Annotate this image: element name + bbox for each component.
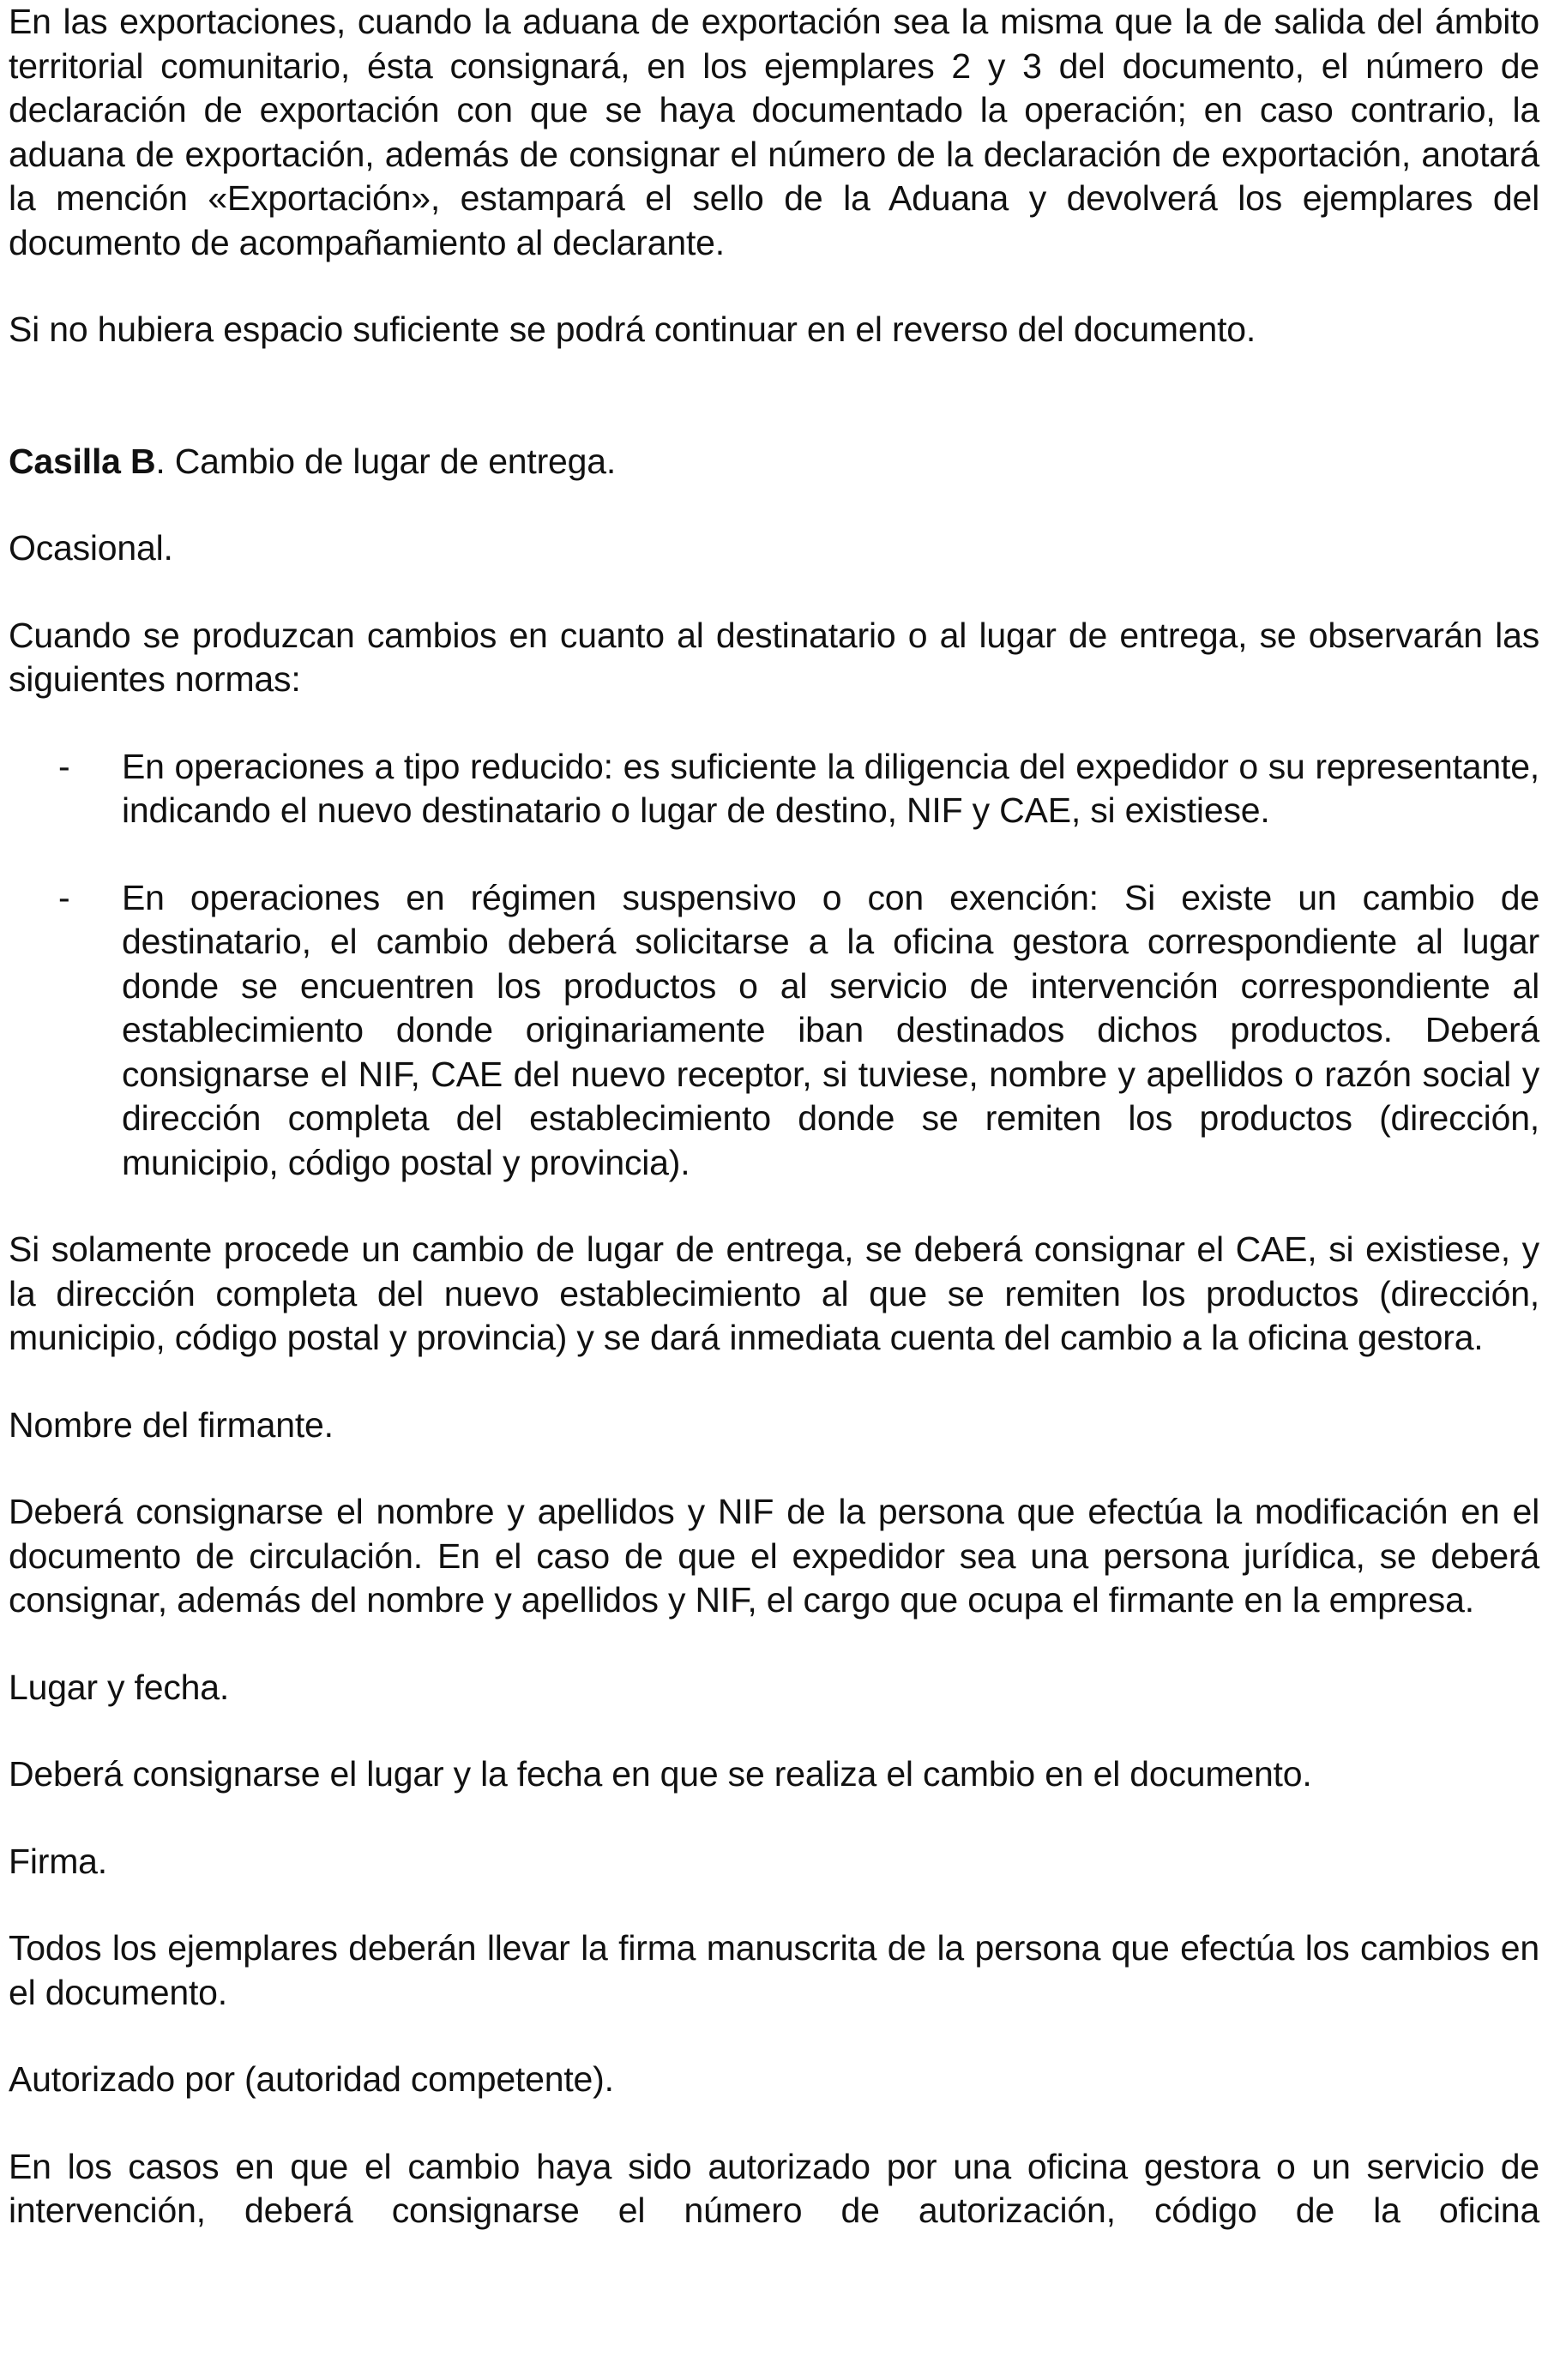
paragraph-normas: Cuando se produzcan cambios en cuanto al destinatario o al lugar de entrega, se observarán las siguientes normas: xyxy=(9,615,1539,699)
subheading-nombre-firmante: Nombre del firmante. xyxy=(9,1404,334,1445)
paragraph-exportaciones: En las exportaciones, cuando la aduana de exportación sea la misma que la de salida del ámbito territorial comunitario, ésta consignará, en los ejemplares 2 y 3 del documento, el número de declaración de exportación con que se haya documentado la operación; en caso contrario, la aduana de exportación, además de consignar el número de la declaración de exportación, anotará la mención «Exportación», estampará el sello de la Aduana y devolverá los ejemplares del documento de acompañamiento al declarante. xyxy=(9,2,1539,262)
section-heading-casilla-b xyxy=(9,440,1539,484)
paragraph-lugar-fecha: Deberá consignarse el lugar y la fecha en que se realiza el cambio en el documento. xyxy=(9,1754,1312,1794)
list-item-text: En operaciones a tipo reducido: es suficiente la diligencia del expedidor o su representante, indicando el nuevo destinatario o lugar de destino, NIF y CAE, si existiese. xyxy=(122,746,1539,830)
casilla-label: Casilla B xyxy=(9,441,156,481)
list-item-regimen-suspensivo xyxy=(9,876,1539,1186)
subheading-lugar-fecha: Lugar y fecha. xyxy=(9,1667,230,1707)
document-page xyxy=(9,0,1539,2233)
list-dash: - xyxy=(58,746,70,786)
paragraph-firmante: Deberá consignarse el nombre y apellidos y NIF de la persona que efectúa la modificación en el documento de circulación. En el caso de que el expedidor sea una persona jurídica, se deberá consignar, además del nombre y apellidos y NIF, el cargo que ocupa el firmante en la empresa. xyxy=(9,1492,1539,1620)
paragraph-cambio-lugar: Si solamente procede un cambio de lugar de entrega, se deberá consignar el CAE, si existiese, y la dirección completa del nuevo establecimiento al que se remiten los productos (dirección, municipio, código postal y provincia) y se dará inmediata cuenta del cambio a la oficina gestora. xyxy=(9,1229,1539,1357)
list-item-text: En operaciones en régimen suspensivo o con exención: Si existe un cambio de destinatario, el cambio deberá solicitarse a la oficina gestora correspondiente al lugar donde se encuentren los productos o al servicio de intervención correspondiente al establecimiento donde originariamente iban destinados dichos productos. Deberá consignarse el NIF, CAE del nuevo receptor, si tuviese, nombre y apellidos o razón social y dirección completa del establecimiento donde se remiten los productos (dirección, municipio, código postal y provincia). xyxy=(122,877,1539,1182)
paragraph-firma: Todos los ejemplares deberán llevar la firma manuscrita de la persona que efectúa los cambios en el documento. xyxy=(9,1928,1539,2012)
list-item-tipo-reducido xyxy=(9,745,1539,833)
list-dash: - xyxy=(58,877,70,917)
subheading-ocasional: Ocasional. xyxy=(9,528,173,568)
paragraph-espacio: Si no hubiera espacio suficiente se podrá continuar en el reverso del documento. xyxy=(9,310,1256,349)
subheading-firma: Firma. xyxy=(9,1841,107,1881)
casilla-title: . Cambio de lugar de entrega. xyxy=(155,441,617,481)
paragraph-autorizado: En los casos en que el cambio haya sido autorizado por una oficina gestora o un servicio de intervención, deberá consignarse el número de autorización, código de la oficina xyxy=(9,2146,1539,2230)
subheading-autorizado: Autorizado por (autoridad competente). xyxy=(9,2059,614,2099)
